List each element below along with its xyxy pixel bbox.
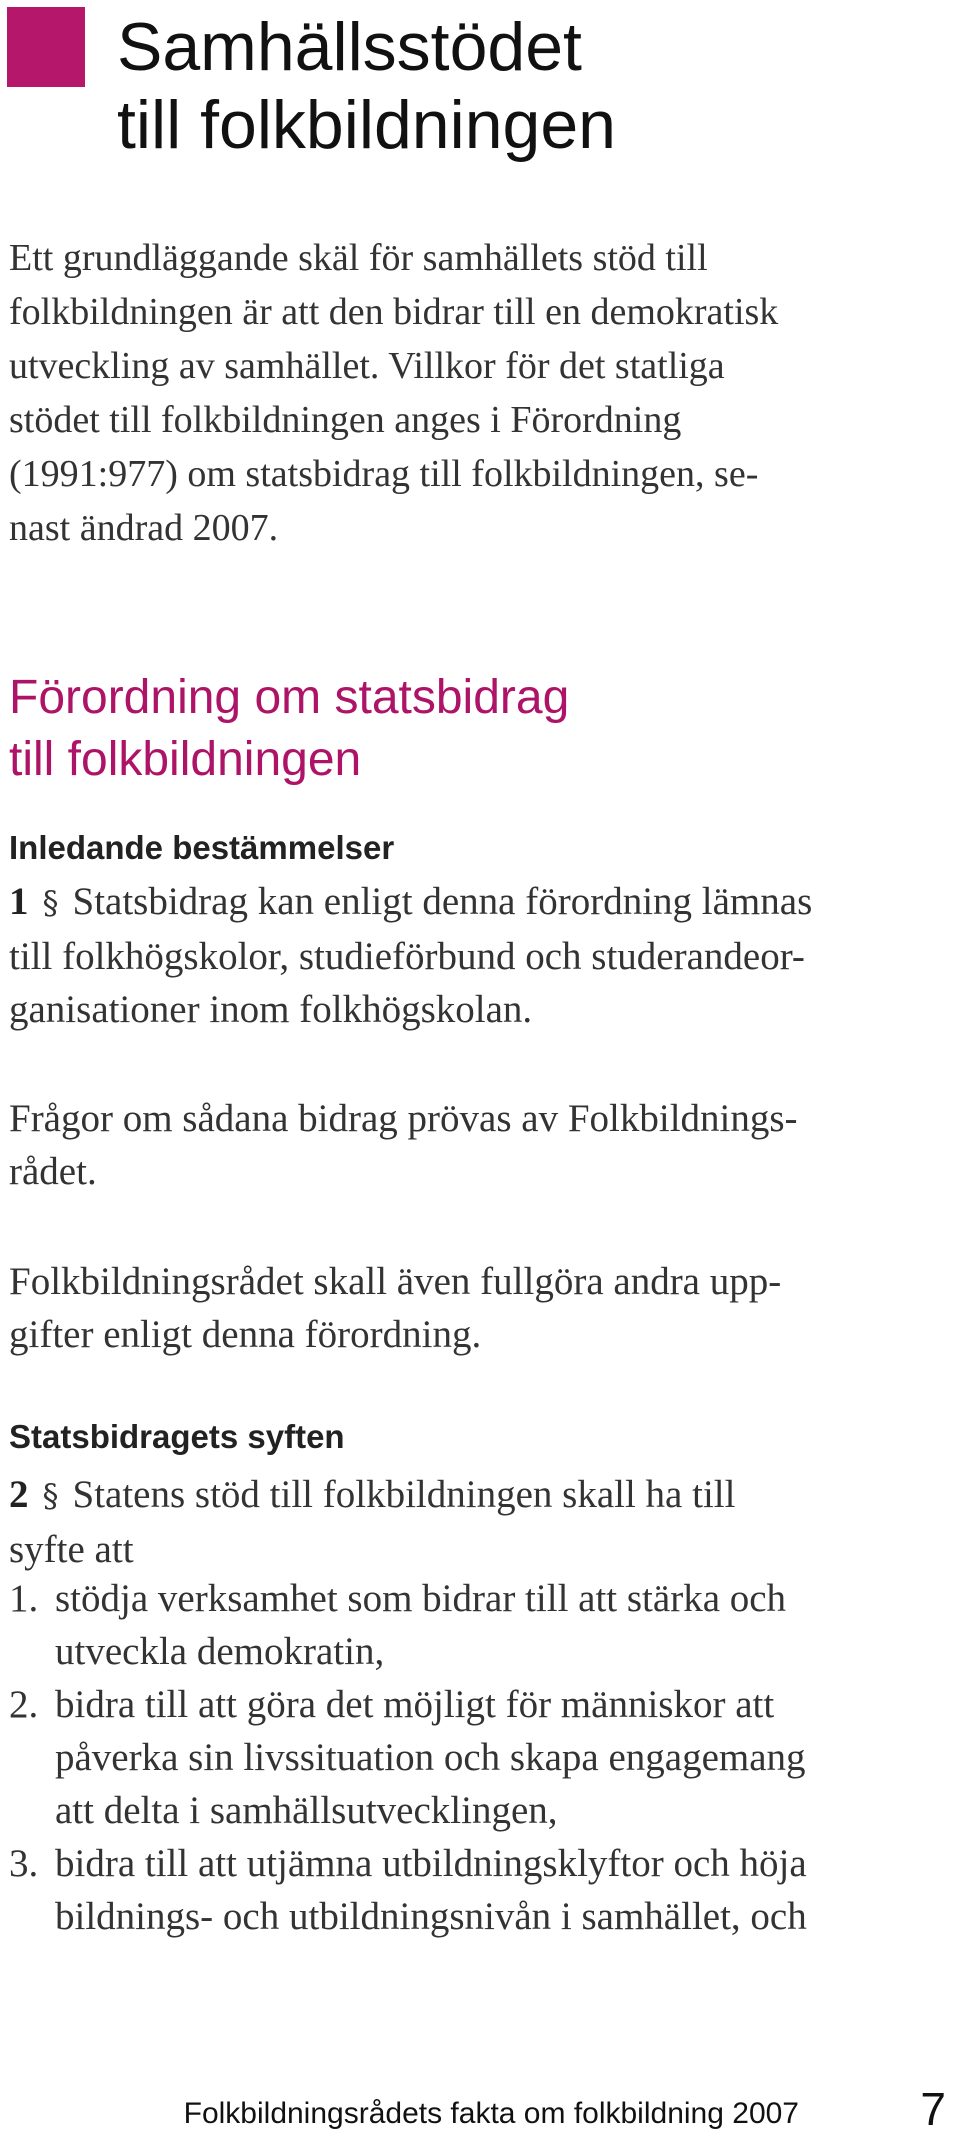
list-item-line: bildnings- och utbildningsnivån i samhället, och <box>55 1895 807 1938</box>
intro-paragraph <box>9 231 778 555</box>
paragraph-line-text: Statsbidrag kan enligt denna förordning lämnas <box>72 880 813 923</box>
paragraph-line: syfte att <box>9 1528 134 1571</box>
paragraph-line: till folkhögskolor, studieförbund och studerandeor- <box>9 935 805 978</box>
list-item-line: påverka sin livssituation och skapa engagemang <box>55 1736 806 1779</box>
page-number: 7 <box>920 2083 946 2135</box>
footer-publication: Folkbildningsrådets fakta om folkbildning 2007 <box>183 2097 799 2130</box>
section-title <box>9 667 569 791</box>
intro-line: nast ändrad 2007. <box>9 507 279 549</box>
list-item-line: att delta i samhällsutvecklingen, <box>55 1789 558 1832</box>
intro-line: Ett grundläggande skäl för samhällets stöd till <box>9 237 708 279</box>
page-title <box>117 8 616 164</box>
list-item-line: bidra till att utjämna utbildningsklyftor och höja <box>55 1842 807 1885</box>
intro-line: utveckling av samhället. Villkor för det statliga <box>9 345 725 387</box>
intro-line: stödet till folkbildningen anges i Förordning <box>9 399 682 441</box>
list-marker: 3. <box>9 1842 39 1885</box>
list-marker: 2. <box>9 1683 39 1726</box>
accent-square <box>7 7 85 87</box>
paragraph-2-section <box>9 1468 735 1576</box>
paragraph-line: Frågor om sådana bidrag prövas av Folkbildnings- <box>9 1097 798 1140</box>
list-marker: 1. <box>9 1577 39 1620</box>
paragraph-number: 1 <box>9 880 29 923</box>
list-item <box>9 1837 807 1943</box>
list-item-line: utveckla demokratin, <box>55 1630 385 1673</box>
page-title-line: till folkbildningen <box>117 87 616 163</box>
list-item-line: stödja verksamhet som bidrar till att stärka och <box>55 1577 787 1620</box>
paragraph-line-text: Statens stöd till folkbildningen skall ha till <box>72 1473 736 1516</box>
section-title-line: till folkbildningen <box>9 733 362 786</box>
section-sign: § <box>42 1477 59 1515</box>
paragraph-line: rådet. <box>9 1150 97 1193</box>
intro-line: folkbildningen är att den bidrar till en demokratisk <box>9 291 779 333</box>
paragraph-fragor <box>9 1092 798 1198</box>
paragraph-line <box>9 1468 735 1523</box>
paragraph-uppgifter <box>9 1255 781 1361</box>
paragraph-line: gifter enligt denna förordning. <box>9 1313 482 1356</box>
list-item <box>9 1678 807 1837</box>
paragraph-1-section <box>9 875 812 1036</box>
list-item <box>9 1572 807 1678</box>
subheading-inledande: Inledande bestämmelser <box>9 829 395 866</box>
intro-line: (1991:977) om statsbidrag till folkbildningen, se- <box>9 453 759 495</box>
subheading-syften: Statsbidragets syften <box>9 1418 345 1455</box>
section-sign: § <box>42 884 59 922</box>
paragraph-line: ganisationer inom folkhögskolan. <box>9 988 533 1031</box>
paragraph-line <box>9 875 812 930</box>
list-item-line: bidra till att göra det möjligt för människor att <box>55 1683 775 1726</box>
section-title-line: Förordning om statsbidrag <box>9 671 570 724</box>
paragraph-number: 2 <box>9 1473 29 1516</box>
purpose-list <box>9 1572 807 1943</box>
paragraph-line: Folkbildningsrådet skall även fullgöra andra upp- <box>9 1260 782 1303</box>
page-title-line: Samhällsstödet <box>117 9 582 85</box>
